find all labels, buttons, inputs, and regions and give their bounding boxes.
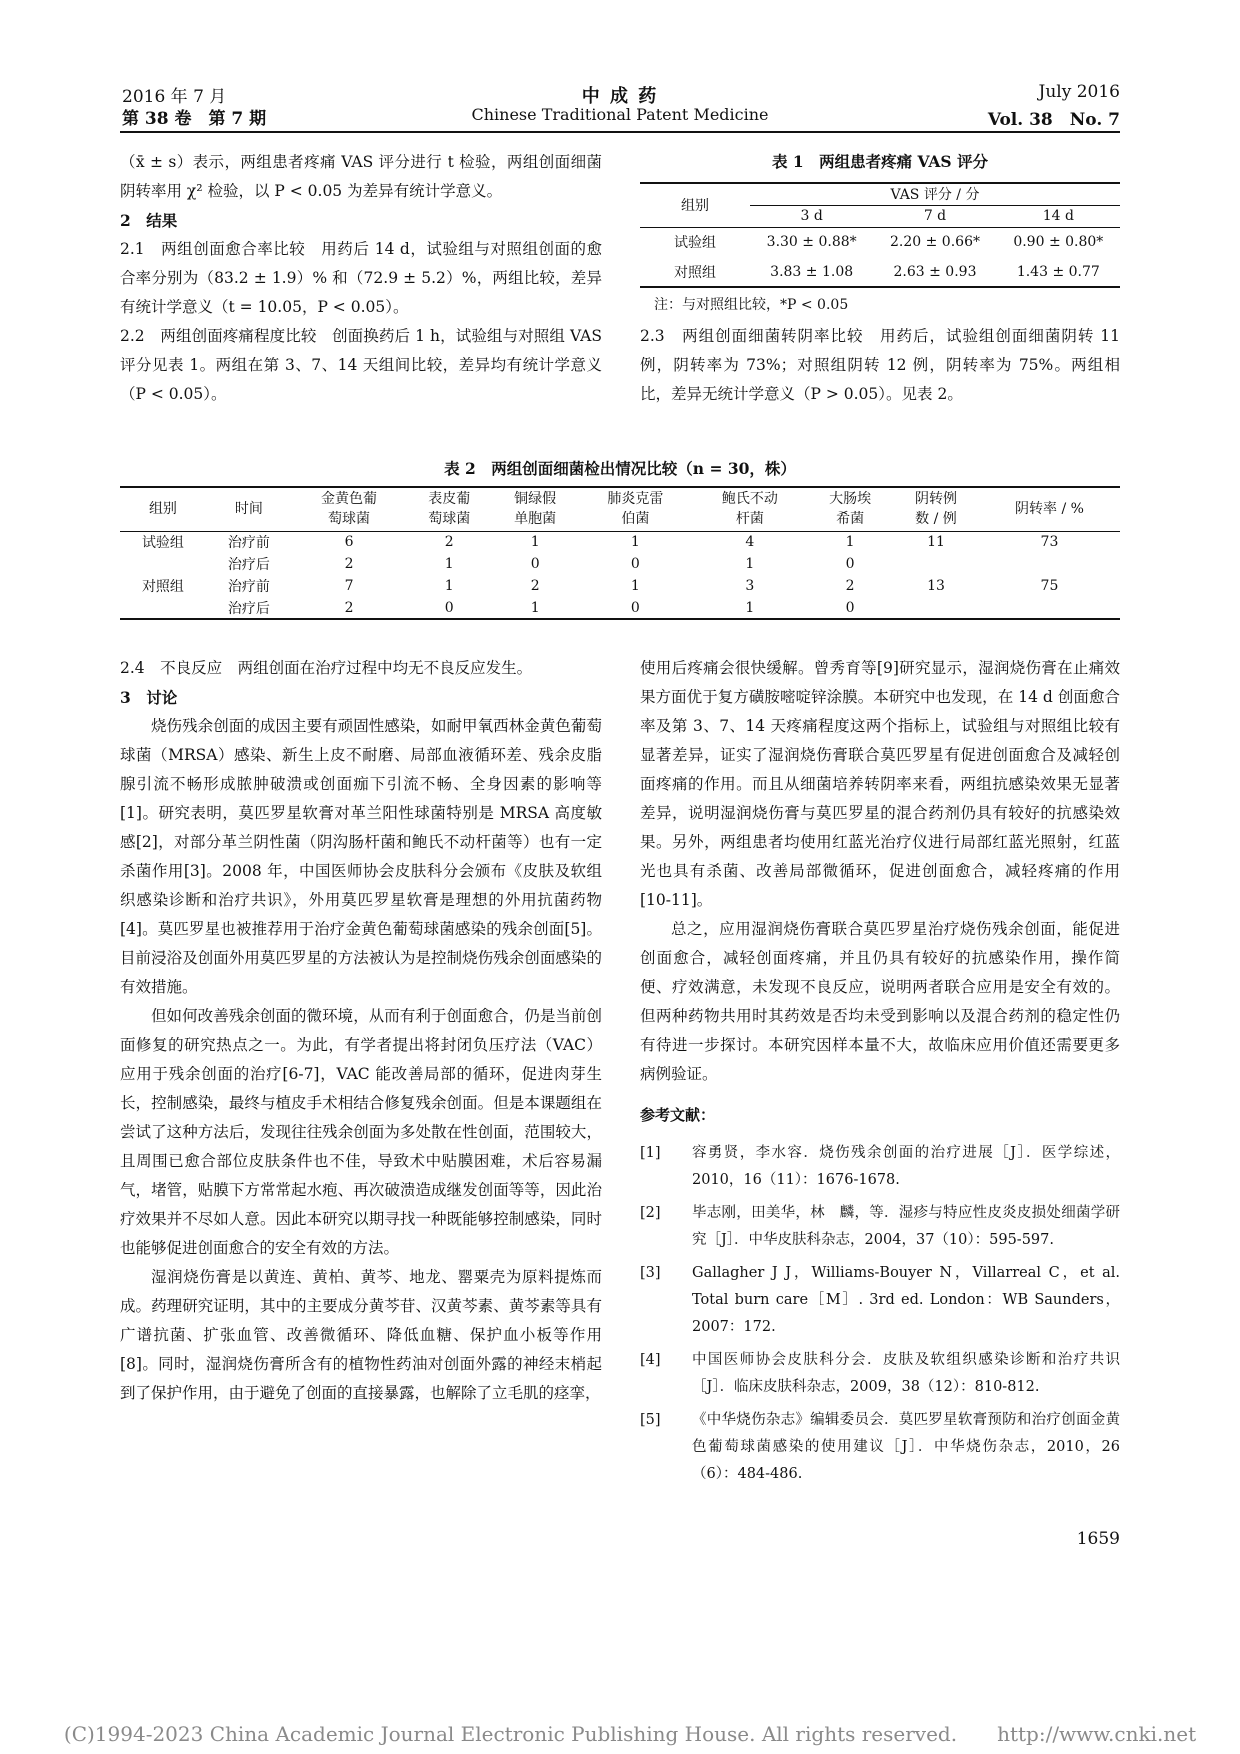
reference-text: 容勇贤，李水容．烧伤残余创面的治疗进展［J］．医学综述，2010，16（11）：1676-1678. [692, 1145, 1120, 1188]
table-2-cell: 75 [1040, 578, 1059, 594]
table-2-cell: 1 [845, 534, 855, 551]
table-2-cell [893, 553, 979, 575]
header-date-en: July 2016 [1038, 82, 1120, 102]
table-2-header-line: 组别 [148, 501, 177, 518]
table-2-header [893, 487, 979, 531]
table-2-cell: 2 [344, 556, 354, 572]
reference-item [640, 1200, 1120, 1254]
table-1-cell: 2.20 ± 0.66* [890, 234, 980, 251]
copyright-footer: (C)1994-2023 China Academic Journal Electronic Publishing House. All rights reserved. http://www.cnki.net [63, 1722, 1197, 1746]
table-2-cell: 11 [927, 534, 945, 551]
header-rule [120, 131, 1120, 133]
table-row [120, 597, 1120, 619]
table-2-cell: 6 [344, 534, 354, 551]
table-2-header-line: 铜绿假 [514, 491, 557, 508]
reference-number: [5] [640, 1412, 661, 1428]
result-2-4-paragraph: 2.4 不良反应 两组创面在治疗过程中均无不良反应发生。 [120, 659, 533, 677]
table-2-header [206, 487, 292, 531]
table-2-cell: 2 [530, 578, 540, 594]
table-2-cell: 治疗前 [227, 535, 270, 552]
table-1-span-header: VAS 评分 / 分 [750, 183, 1120, 205]
table-2-header-line: 金黄色葡 [321, 491, 378, 508]
table-2-cell: 1 [444, 556, 454, 572]
reference-text: 中国医师协会皮肤科分会．皮肤及软组织感染诊断和治疗共识［J］．临床皮肤科杂志，2009，38（12）：810-812. [692, 1352, 1120, 1395]
table-2-cell: 治疗前 [227, 579, 270, 595]
table-2-cell: 1 [530, 599, 540, 616]
table-2-cell: 7 [344, 578, 354, 594]
table-2-cell [893, 597, 979, 619]
results-left-column [120, 148, 602, 409]
discussion-paragraph: 但如何改善残余创面的微环境，从而有利于创面愈合，仍是当前创面修复的研究热点之一。为此，有学者提出将封闭负压疗法（VAC）应用于残余创面的治疗[6-7]，VAC 能改善局部的循环，促进肉芽生长，控制感染，最终与植皮手术相结合修复残余创面。但是本课题组在尝试了这种方法后，发现往往残余创面为多处散在性创面，范围较大，且周围已愈合部位皮肤条件也不佳，导致术中贴膜困难，术后容易漏气，堵管，贴膜下方常常起水疱、再次破溃造成继发创面等等，因此治疗效果并不尽如人意。因此本研究以期寻找一种既能够控制感染，同时也能够促进创面愈合的安全有效的方法。 [120, 1007, 602, 1257]
page-number: 1659 [1076, 1529, 1120, 1549]
reference-number: [4] [640, 1352, 661, 1368]
reference-number: [1] [640, 1145, 661, 1161]
table-row [120, 553, 1120, 575]
section-3-title: 3 讨论 [120, 688, 178, 707]
discussion-left-column [120, 654, 602, 1408]
table-2 [120, 486, 1120, 620]
table-2-header-line: 肺炎克雷 [607, 491, 664, 508]
reference-list [640, 1140, 1120, 1488]
journal-title-cn: 中 成 药 [581, 86, 659, 107]
table-2-header [292, 487, 407, 531]
table-row [640, 227, 1120, 257]
header-volume-en: Vol. 38 No. 7 [987, 110, 1120, 130]
table-2-cell: 13 [927, 578, 945, 594]
table-2-cell: 对照组 [141, 579, 184, 595]
table-2-cell: 治疗后 [227, 600, 270, 617]
table-1-cell: 2.63 ± 0.93 [893, 263, 977, 280]
journal-title-en: Chinese Traditional Patent Medicine [471, 105, 769, 124]
references-title: 参考文献： [640, 1106, 716, 1124]
table-2-cell: 0 [444, 599, 454, 616]
table-2-cell: 2 [444, 534, 454, 551]
table-2-cell: 0 [530, 556, 540, 572]
reference-number: [3] [640, 1265, 661, 1281]
table-1-cell: 3.83 ± 1.08 [770, 263, 854, 280]
table-2-cell: 0 [845, 599, 855, 616]
table-2-header [807, 487, 893, 531]
table-2-cell [120, 597, 206, 619]
table-2-header-line: 时间 [234, 501, 263, 518]
section-2-title: 2 结果 [120, 211, 178, 230]
table-2-cell: 1 [745, 599, 755, 616]
table-row [640, 257, 1120, 287]
table-2-header [578, 487, 693, 531]
table-2-cell: 试验组 [141, 535, 184, 552]
table-2-cell: 4 [745, 534, 755, 551]
table-2-cell: 2 [845, 578, 855, 594]
reference-item [640, 1260, 1120, 1341]
table-1-cell: 对照组 [674, 264, 716, 281]
table-2-cell: 2 [344, 599, 354, 616]
table-1 [640, 182, 1120, 288]
table-2-cell: 0 [845, 556, 855, 572]
table-2-cell: 1 [444, 578, 454, 594]
reference-item [640, 1407, 1120, 1488]
table-2-cell: 73 [1040, 534, 1059, 551]
reference-text: 《中华烧伤杂志》编辑委员会．莫匹罗星软膏预防和治疗创面金黄色葡萄球菌感染的使用建议［J］．中华烧伤杂志，2010，26（6）：484-486. [692, 1412, 1120, 1482]
table-1-cell: 试验组 [674, 235, 716, 252]
table-2-cell [979, 597, 1120, 619]
table-2-cell: 1 [630, 578, 640, 594]
table-2-cell: 3 [745, 578, 755, 594]
table-2-header [693, 487, 808, 531]
discussion-paragraph: 烧伤残余创面的成因主要有顽固性感染，如耐甲氧西林金黄色葡萄球菌（MRSA）感染、新生上皮不耐磨、局部血液循环差、残余皮脂腺引流不畅形成脓肿破溃或创面痂下引流不畅、全身因素的影响等[1]。研究表明，莫匹罗星软膏对革兰阳性球菌特别是 MRSA 高度敏感[2]，对部分革兰阴性菌（阴沟肠杆菌和鲍氏不动杆菌等）也有一定杀菌作用[3]。2008 年，中国医师协会皮肤科分会颁布《皮肤及软组织感染诊断和治疗共识》，外用莫匹罗星软膏是理想的外用抗菌药物[4]。莫匹罗星也被推荐用于治疗金黄色葡萄球菌感染的残余创面[5]。目前浸浴及创面外用莫匹罗星的方法被认为是控制烧伤残余创面感染的有效措施。 [120, 717, 602, 996]
table-2-header-line: 萄球菌 [328, 511, 371, 528]
discussion-paragraph: 使用后疼痛会很快缓解。曾秀育等[9]研究显示，湿润烧伤膏在止痛效果方面优于复方磺胺嘧啶锌涂膜。本研究中也发现，在 14 d 创面愈合率及第 3、7、14 天疼痛程度这两个指标上，试验组与对照组比较有显著差异，证实了湿润烧伤膏联合莫匹罗星有促进创面愈合及减轻创面疼痛的作用。而且从细菌培养转阴率来看，两组抗感染效果无显著差异，说明湿润烧伤膏与莫匹罗星的混合药剂仍具有较好的抗感染效果。另外，两组患者均使用红蓝光治疗仪进行局部红蓝光照射，红蓝光也具有杀菌、改善局部微循环，促进创面愈合，减轻疼痛的作用[10-11]。 [640, 659, 1120, 909]
table-2-header-line: 杆菌 [735, 511, 764, 528]
result-2-2-paragraph: 2.2 两组创面疼痛程度比较 创面换药后 1 h，试验组与对照组 VAS 评分见表 1。两组在第 3、7、14 天组间比较，差异均有统计学意义（P < 0.05）。 [120, 327, 602, 403]
table-2-header-line: 希菌 [836, 511, 865, 528]
table-2-cell [979, 553, 1120, 575]
table-row [120, 575, 1120, 597]
table-2-block [120, 456, 1120, 620]
table-1-note: 注：与对照组比较，*P < 0.05 [654, 297, 849, 313]
table-2-cell: 1 [745, 556, 755, 572]
reference-item [640, 1140, 1120, 1194]
table-2-header-line: 伯菌 [621, 511, 650, 528]
table-2-header-line: 数 / 例 [915, 511, 957, 528]
table-1-block [640, 148, 1120, 409]
result-2-3-paragraph: 2.3 两组创面细菌转阴率比较 用药后，试验组创面细菌阴转 11 例，阴转率为 73%；对照组阴转 12 例，阴转率为 75%。两组相比，差异无统计学意义（P > 0.05）。见表 2。 [640, 327, 1120, 403]
header-volume-cn: 第 38 卷 第 7 期 [122, 109, 267, 129]
table-2-header-line: 萄球菌 [428, 511, 471, 528]
table-2-header-line: 表皮葡 [428, 491, 471, 508]
discussion-paragraph: 湿润烧伤膏是以黄连、黄柏、黄芩、地龙、罂粟壳为原料提炼而成。药理研究证明，其中的主要成分黄芩苷、汉黄芩素、黄芩素等具有广谱抗菌、扩张血管、改善微循环、降低血糖、保护血小板等作用[8]。同时，湿润烧伤膏所含有的植物性药油对创面外露的神经末梢起到了保护作用，由于避免了创面的直接暴露，也解除了立毛肌的痉挛， [120, 1268, 602, 1402]
table-2-cell [120, 553, 206, 575]
table-2-header-line: 阴转例 [914, 491, 957, 508]
result-2-1-paragraph: 2.1 两组创面愈合率比较 用药后 14 d，试验组与对照组创面的愈合率分别为（83.2 ± 1.9）% 和（72.9 ± 5.2）%，两组比较，差异有统计学意义（t = 10.05，P < 0.05）。 [120, 240, 602, 316]
table-1-group-header: 组别 [640, 183, 750, 227]
table-1-day-header: 14 d [997, 205, 1120, 227]
table-2-header [979, 487, 1120, 531]
table-2-cell: 0 [630, 556, 640, 572]
reference-number: [2] [640, 1205, 661, 1221]
table-1-cell: 0.90 ± 0.80* [1013, 234, 1104, 251]
table-2-header [406, 487, 492, 531]
conclusion-paragraph: 总之，应用湿润烧伤膏联合莫匹罗星治疗烧伤残余创面，能促进创面愈合，减轻创面疼痛，并且仍具有较好的抗感染作用，操作简便、疗效满意，未发现不良反应，说明两者联合应用是安全有效的。但两种药物共用时其药效是否均未受到影响以及混合药剂的稳定性仍有待进一步探讨。本研究因样本量不大，故临床应用价值还需要更多病例验证。 [640, 920, 1120, 1083]
table-1-cell: 3.30 ± 0.88* [766, 234, 857, 251]
reference-text: Gallagher J J，Williams-Bouyer N，Villarreal C，et al. Total burn care［M］. 3rd ed. London：WB Saunders，2007：172. [692, 1265, 1120, 1335]
table-2-header-line: 大肠埃 [829, 491, 872, 508]
table-2-caption: 表 2 两组创面细菌检出情况比较（n = 30，株） [444, 459, 796, 478]
table-1-cell: 1.43 ± 0.77 [1016, 263, 1100, 280]
table-2-header-line: 阴转率 / % [1015, 501, 1084, 518]
table-2-cell: 治疗后 [227, 557, 270, 573]
reference-text: 毕志刚，田美华，林 麟，等．湿疹与特应性皮炎皮损处细菌学研究［J］．中华皮肤科杂志，2004，37（10）：595-597. [692, 1205, 1120, 1248]
methods-tail-paragraph: （x̄ ± s）表示，两组患者疼痛 VAS 评分进行 t 检验，两组创面细菌阴转率用 χ² 检验，以 P < 0.05 为差异有统计学意义。 [120, 153, 602, 200]
table-2-cell: 1 [530, 534, 540, 551]
table-row [120, 531, 1120, 553]
table-1-day-header: 7 d [873, 205, 996, 227]
table-2-header-line: 单胞菌 [514, 511, 557, 528]
table-2-header-line: 鲍氏不动 [721, 491, 778, 508]
table-1-day-header: 3 d [750, 205, 873, 227]
table-2-header [120, 487, 206, 531]
header-date-cn: 2016 年 7 月 [122, 87, 227, 107]
table-1-caption: 表 1 两组患者疼痛 VAS 评分 [771, 152, 989, 171]
table-2-header [492, 487, 578, 531]
table-2-cell: 0 [630, 599, 640, 616]
discussion-right-column [640, 654, 1120, 1494]
reference-item [640, 1347, 1120, 1401]
table-2-cell: 1 [630, 534, 640, 551]
